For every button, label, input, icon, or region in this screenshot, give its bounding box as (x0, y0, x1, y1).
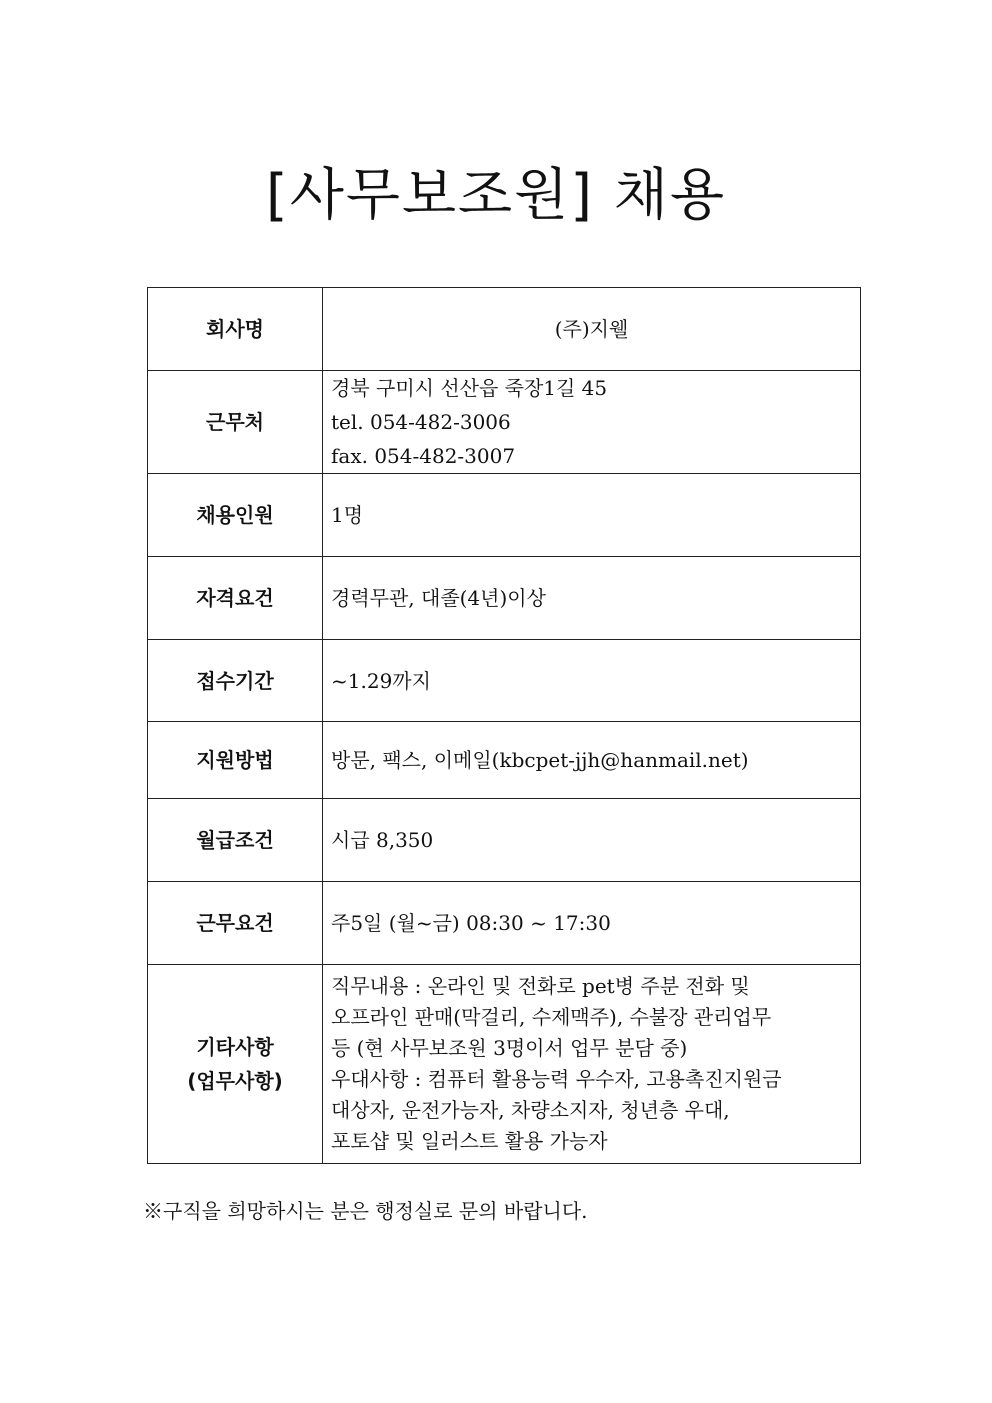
other-details-line: 우대사항 : 컴퓨터 활용능력 우수자, 고용촉진지원금 (331, 1067, 782, 1091)
application-method-label: 지원방법 (148, 722, 323, 799)
workplace-label: 근무처 (148, 371, 323, 474)
salary-label: 월급조건 (148, 799, 323, 882)
headcount-value (323, 474, 861, 557)
workplace-address: 경북 구미시 선산읍 죽장1길 45 (331, 376, 608, 400)
application-period-text: ~1.29까지 (331, 668, 431, 693)
table-row (148, 799, 861, 882)
other-details-value (323, 965, 861, 1164)
headcount-label: 채용인원 (148, 474, 323, 557)
other-details-label-line: (업무사항) (187, 1069, 283, 1093)
company-name-value (323, 288, 861, 371)
work-conditions-value (323, 882, 861, 965)
workplace-fax: fax. 054-482-3007 (331, 444, 516, 468)
application-period-label: 접수기간 (148, 640, 323, 722)
table-row (148, 640, 861, 722)
other-details-line: 오프라인 판매(막걸리, 수제맥주), 수불장 관리업무 (331, 1005, 772, 1029)
application-period-value (323, 640, 861, 722)
company-name-text: (주)지웰 (554, 317, 629, 341)
company-name-label: 회사명 (148, 288, 323, 371)
table-row (148, 288, 861, 371)
salary-value (323, 799, 861, 882)
other-details-line: 대상자, 운전가능자, 차량소지자, 청년층 우대, (331, 1098, 730, 1122)
job-posting-table (147, 287, 861, 1164)
other-details-line: 포토샵 및 일러스트 활용 가능자 (331, 1129, 608, 1153)
table-row (148, 371, 861, 474)
headcount-text: 1명 (331, 503, 364, 527)
other-details-line: 등 (현 사무보조원 3명이서 업무 분담 중) (331, 1036, 688, 1060)
salary-text: 시급 8,350 (331, 828, 434, 852)
work-conditions-text: 주5일 (월~금) 08:30 ~ 17:30 (331, 911, 611, 935)
table-row (148, 965, 861, 1164)
table-row (148, 722, 861, 799)
qualification-text: 경력무관, 대졸(4년)이상 (331, 586, 546, 610)
page-title: [사무보조원] 채용 (265, 163, 727, 228)
application-method-text: 방문, 팩스, 이메일(kbcpet-jjh@hanmail.net) (331, 748, 749, 772)
application-method-value (323, 722, 861, 799)
other-details-line: 직무내용 : 온라인 및 전화로 pet병 주분 전화 및 (331, 974, 750, 998)
other-details-label-line: 기타사항 (196, 1035, 274, 1059)
workplace-value (323, 371, 861, 474)
table-row (148, 557, 861, 640)
table-row (148, 474, 861, 557)
work-conditions-label: 근무요건 (148, 882, 323, 965)
workplace-tel: tel. 054-482-3006 (331, 410, 511, 434)
table-row (148, 882, 861, 965)
other-details-label (148, 965, 323, 1164)
qualification-value (323, 557, 861, 640)
contact-note: ※구직을 희망하시는 분은 행정실로 문의 바랍니다. (143, 1199, 588, 1223)
qualification-label: 자격요건 (148, 557, 323, 640)
